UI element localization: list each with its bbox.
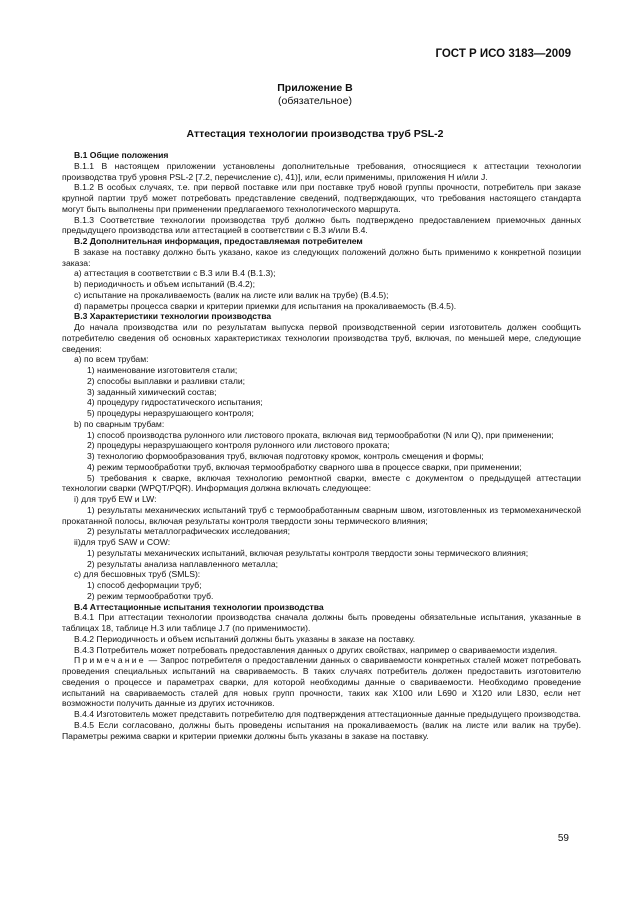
note-label: Примечание [74,655,146,666]
list-item: 2) результаты металлографических исследования; [87,526,291,537]
appendix-name: Приложение В [277,82,353,94]
appendix-heading [0,82,630,108]
section-b1-heading: В.1 Общие положения [74,150,169,160]
section-b3-heading: В.3 Характеристики технологии производства [74,311,272,322]
section-b4-heading: В.4 Аттестационные испытания технологии производства [74,601,324,612]
list-item: 3) технологию формообразования труб, включая подготовку кромок, контроль смещения и формы; [87,451,484,461]
note [62,655,581,709]
section-b2-heading: В.2 Дополнительная информация, предоставляемая потребителем [74,236,363,246]
list-item: 1) способ производства рулонного или листового проката, включая вид термообработки (N или Q), при применении; [87,429,554,440]
paragraph-b3-intro: До начала производства или по результатам выпуска первой производственной серии изготовитель должен сообщить потребителю сведения об основных характеристиках технологии производства труб, включая, по меньшей мере, следующие сведения: [62,322,581,354]
list-item: 4) процедуру гидростатического испытания; [87,397,263,408]
list-item: 1) результаты механических испытаний, включая результаты контроля твердости зоны термического влияния; [87,547,529,558]
page-number: 59 [557,833,569,844]
appendix-title: Аттестация технологии производства труб PSL-2 [186,128,444,140]
list-group-heading: а) по всем трубам: [74,354,149,365]
list-item: 1) способ деформации труб; [87,580,202,590]
list-item: 2) режим термообработки труб. [87,590,214,601]
paragraph-b2-intro: В заказе на поставку должно быть указано, какое из следующих положений должно быть применимо к конкретной позиции заказа: [62,246,581,268]
note-text: — Запрос потребителя о предоставлении данных о свариваемости конкретных сталей может потребовать проведения специальных испытаний на свариваемость. В таких случаях потребитель должен предоставить изготовителю сведения о процессе и параметрах сварки, для которой необходимы данные о свариваемости. Необходимо проведение испытаний на свариваемость сталей для новых групп прочности, таких как Х100 или L690 и Х120 или L830, если нет возможности получить данные из других источников. [62,655,581,709]
document-body [62,150,581,741]
paragraph-b1-3: В.1.3 Соответствие технологии производства труб должно быть подтверждено предоставлением приемочных данных предыдущего производства или аттестацией в соответствии с В.3 и/или В.4. [62,214,581,236]
list-item: 2) способы выплавки и разливки стали; [87,375,246,386]
list-item: 3) заданный химический состав; [87,386,217,397]
list-group-heading: i) для труб EW и LW: [74,494,157,504]
paragraph-b4-2: В.4.2 Периодичность и объем испытаний должны быть указаны в заказе на поставку. [74,633,416,644]
list-item: 1) результаты механических испытаний труб с термообработанным сварным швом, изготовленных из термомеханической прокатанной полосы, включая результаты контроля твердости зоны термического влияния; [62,504,581,526]
list-item: b) периодичность и объем испытаний (В.4.2); [74,279,256,289]
list-item: 2) результаты анализа наплавленного металла; [87,558,279,569]
list-item: 5) процедуры неразрушающего контроля; [87,408,254,418]
list-group-heading: b) по сварным трубам: [74,418,165,429]
standard-designation: ГОСТ Р ИСО 3183—2009 [435,48,571,60]
list-item: d) параметры процесса сварки и критерии приемки для испытания на прокаливаемость (В.4.5). [74,300,457,311]
list-item: 5) требования к сварке, включая технологию ремонтной сварки, вместе с документом о предыдущей аттестации технологии сварки (WPQT/PQR). Информация должна включать следующее: [62,472,581,494]
list-item: 1) наименование изготовителя стали; [87,365,238,375]
paragraph-b1-2: В.1.2 В особых случаях, т.е. при первой поставке или при поставке труб новой группы прочности, потребитель при заказе крупной партии труб может потребовать представление сведений, подтверждающих, что требования настоящего стандарта могут быть выполнены при применении предлагаемого технологического маршрута. [62,182,581,214]
appendix-status: (обязательное) [278,95,352,107]
paragraph-b4-4: В.4.4 Изготовитель может представить потребителю для подтверждения аттестационные данные предыдущего производства. [74,709,581,719]
list-item: 2) процедуры неразрушающего контроля рулонного или листового проката; [87,440,390,451]
list-item: 4) режим термообработки труб, включая термообработку сварного шва в процессе сварки, при применении; [87,461,522,472]
paragraph-b4-5: В.4.5 Если согласовано, должны быть проведены испытания на прокаливаемость (валик на листе или валик на трубе). Параметры режима сварки и критерии приемки должны быть указаны в заказе на поставку. [62,719,581,741]
list-group-heading: с) для бесшовных труб (SMLS): [74,569,201,580]
paragraph-b4-3: В.4.3 Потребитель может потребовать предоставления данных о других свойствах, например о свариваемости изделия. [74,644,558,655]
list-item: а) аттестация в соответствии с В.3 или В.4 (В.1.3); [74,268,276,279]
list-group-heading: ii)для труб SAW и COW: [74,537,171,547]
paragraph-b4-1: В.4.1 При аттестации технологии производства сначала должны быть проведены обязательные испытания, указанные в таблицах 18, таблице Н.3 или таблице J.7 (по применимости). [62,612,581,633]
paragraph-b1-1: В.1.1 В настоящем приложении установлены дополнительные требования, относящиеся к аттестации технологии производства труб уровня PSL-2 [7.2, перечисление с), 41)], или, если применимы, приложения Н и/или J. [62,160,581,182]
list-item: с) испытание на прокаливаемость (валик на листе или валик на трубе) (В.4.5); [74,289,389,300]
